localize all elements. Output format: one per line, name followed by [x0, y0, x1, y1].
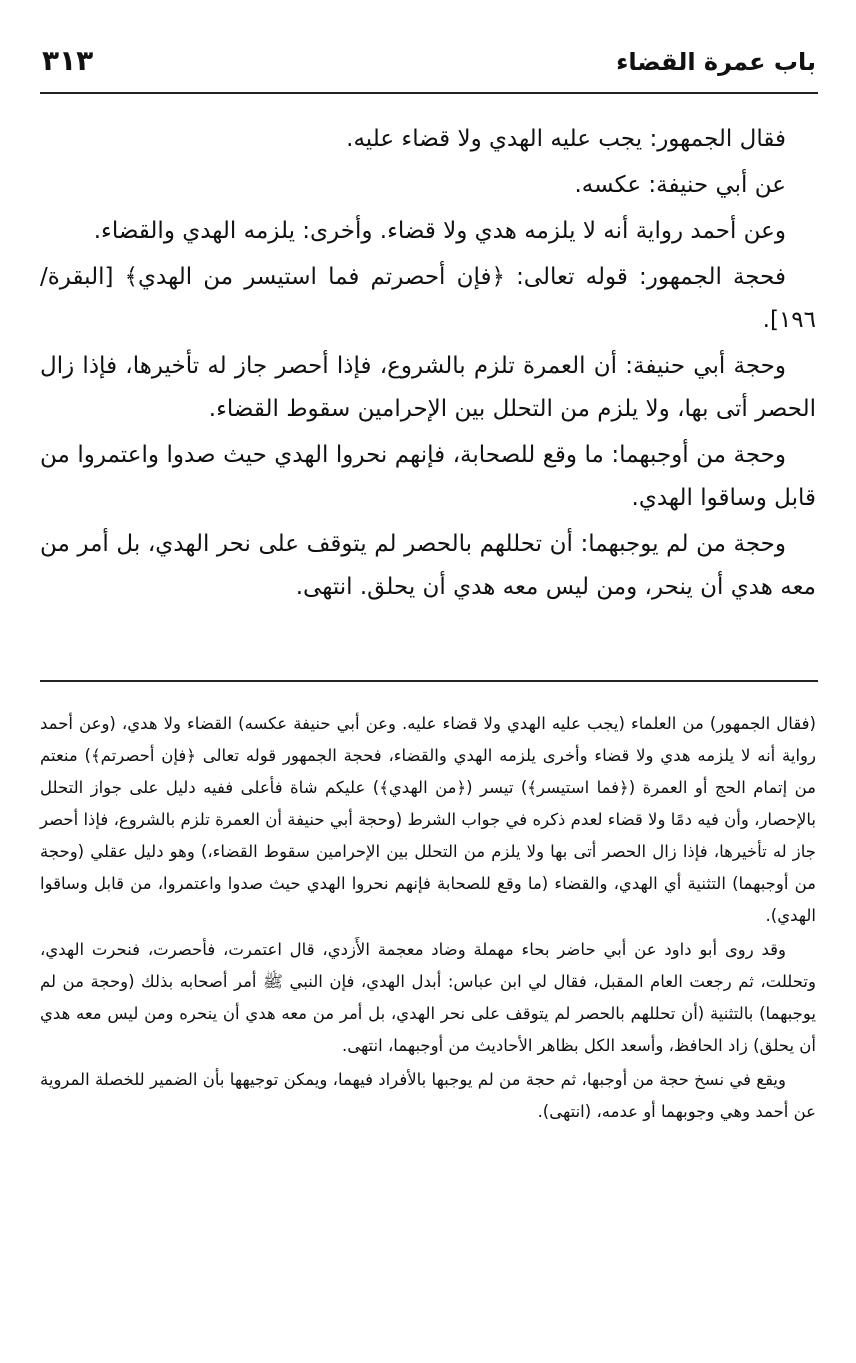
main-paragraph-obligators-proof: وحجة من أوجبهما: ما وقع للصحابة، فإنهم نحروا الهدي حيث صدوا واعتمروا من قابل وساقوا الهدي. [40, 442, 816, 511]
chapter-title: باب عمرة القضاء [616, 48, 816, 76]
main-paragraph-ahmad: وعن أحمد رواية أنه لا يلزمه هدي ولا قضاء. وأخرى: يلزمه الهدي والقضاء. [93, 218, 786, 244]
main-paragraph-abu-hanifa-proof: وحجة أبي حنيفة: أن العمرة تلزم بالشروع، فإذا أحصر جاز له تأخيرها، فإذا زال الحصر أتى بها، ولا يلزم من التحلل بين الإحرامين سقوط القضاء. [40, 353, 816, 422]
commentary-paragraph-3: ويقع في نسخ حجة من أوجبها، ثم حجة من لم يوجبها بالأفراد فيهما، ويمكن توجيهها بأن الضمير للخصلة المروية عن أحمد وهي وجوبهما أو عدمه، (انتهى). [40, 1070, 816, 1121]
running-header [40, 40, 818, 92]
header-divider [40, 92, 818, 94]
commentary-divider [40, 680, 818, 682]
commentary-paragraph-2: وقد روى أبو داود عن أبي حاضر بحاء مهملة وضاد معجمة الأَزدي، قال اعتمرت، فأحصرت، فنحرت الهدي، وتحللت، ثم رجعت العام المقبل، فقال لي ابن عباس: أبدل الهدي، فإن النبي ﷺ أمر أصحابه بذلك (وحجة من لم يوجبهما) بالتثنية (أن تحللهم بالحصر لم يتوقف على نحر الهدي، بل أمر من معه هدي أن ينحره ومن ليس معه هدي أن يحلق) زاد الحافظ، وأسعد الكل بظاهر الأحاديث من أوجبهما، انتهى. [40, 940, 816, 1055]
main-paragraph-non-obligators-proof: وحجة من لم يوجبهما: أن تحللهم بالحصر لم يتوقف على نحر الهدي، بل أمر من معه هدي أن ينحر، ومن ليس معه هدي أن يحلق. انتهى. [40, 531, 816, 600]
main-paragraph-abu-hanifa: عن أبي حنيفة: عكسه. [574, 172, 786, 198]
main-text [40, 118, 816, 612]
commentary-text [40, 708, 816, 1130]
main-paragraph-jumhur-proof: فحجة الجمهور: قوله تعالى: ﴿فإن أحصرتم فما استيسر من الهدي﴾ [البقرة/١٩٦]. [40, 264, 816, 333]
page-number: ٣١٣ [42, 44, 94, 77]
commentary-paragraph-1: (فقال الجمهور) من العلماء (يجب عليه الهدي ولا قضاء عليه. وعن أبي حنيفة عكسه) القضاء ولا هدي، (وعن أحمد رواية أنه لا يلزمه هدي ولا قضاء وأخرى يلزمه الهدي والقضاء، فحجة الجمهور قوله تعالى ﴿فإن أحصرتم﴾) منعتم من إتمام الحج أو العمرة (﴿فما استيسر﴾) تيسر (﴿من الهدي﴾) عليكم شاة فأعلى ففيه دليل على جواز التحلل بالإحصار، وأن فيه دمًا ولا قضاء لعدم ذكره في جواب الشرط (وحجة أبي حنيفة أن العمرة تلزم بالشروع، فإذا أحصر جاز له تأخيرها، فإذا زال الحصر أتى بها ولا يلزم من التحلل بين الإحرامين سقوط القضاء،) وهو دليل عقلي (وحجة من أوجبهما) التثنية أي الهدي، والقضاء (ما وقع للصحابة فإنهم نحروا الهدي حيث صدوا واعتمروا، من قابل وساقوا الهدي). [40, 714, 816, 925]
main-paragraph-jumhur: فقال الجمهور: يجب عليه الهدي ولا قضاء عليه. [346, 126, 786, 152]
